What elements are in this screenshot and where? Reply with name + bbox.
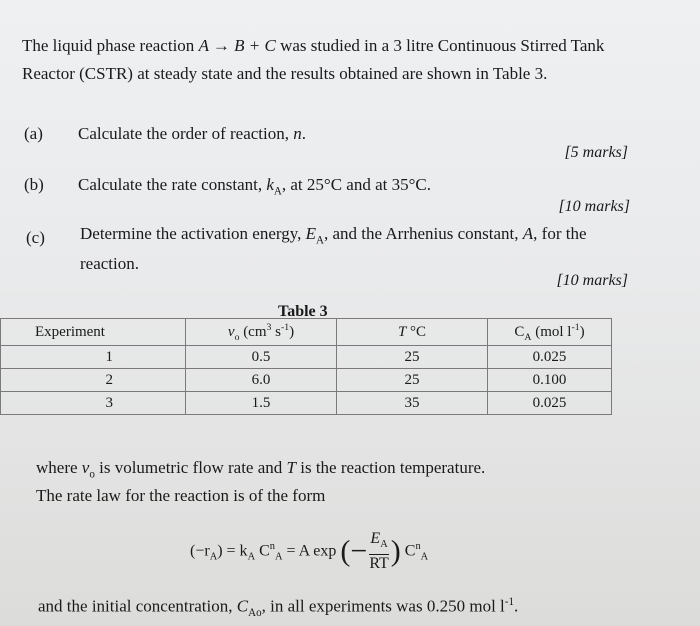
conc-symbol: C bbox=[514, 323, 525, 340]
cell-flow-rate: 1.5 bbox=[186, 392, 337, 415]
formula-sub: A bbox=[247, 551, 256, 563]
formula-fraction bbox=[369, 530, 388, 573]
flow-symbol: v bbox=[81, 458, 90, 477]
question-c-body: , and the Arrhenius constant, bbox=[324, 224, 523, 243]
formula-paren: ) bbox=[390, 534, 401, 568]
formula-part: E bbox=[370, 530, 381, 547]
notes-line-2: The rate law for the reaction is of the form bbox=[36, 486, 326, 505]
final-line bbox=[38, 596, 518, 619]
question-c-marks: [10 marks] bbox=[556, 272, 628, 289]
final-text: , in all experiments was 0.250 mol l bbox=[261, 596, 505, 616]
initial-conc-symbol: C bbox=[236, 596, 249, 616]
question-c-text-line-1 bbox=[80, 224, 587, 246]
cell-flow-rate: 6.0 bbox=[186, 369, 337, 392]
activation-energy-subscript: A bbox=[316, 234, 325, 247]
rate-constant-subscript: A bbox=[273, 185, 282, 198]
question-c-body: Determine the activation energy, bbox=[80, 224, 306, 243]
flow-symbol: v bbox=[227, 323, 235, 340]
table-row bbox=[1, 369, 612, 392]
notes-text: is volumetric flow rate and bbox=[94, 458, 287, 477]
cell-temperature: 25 bbox=[337, 369, 488, 392]
initial-conc-subscript: Ao bbox=[248, 607, 262, 620]
question-a-marks: [5 marks] bbox=[564, 144, 628, 161]
formula-part: C bbox=[404, 542, 416, 560]
intro-line-2: Reactor (CSTR) at steady state and the results obtained are shown in Table 3. bbox=[22, 64, 548, 83]
formula-sup: n bbox=[269, 540, 275, 552]
conc-subscript: A bbox=[524, 331, 532, 343]
temp-symbol: T bbox=[286, 458, 296, 477]
header-experiment bbox=[1, 319, 186, 346]
question-b-marks: [10 marks] bbox=[558, 198, 630, 215]
final-end: . bbox=[513, 596, 519, 616]
formula-part: = A exp bbox=[286, 542, 337, 560]
flow-unit: (cm bbox=[239, 323, 267, 340]
flow-unit-exp: -1 bbox=[280, 321, 290, 333]
temp-unit: °C bbox=[406, 323, 427, 340]
data-table bbox=[0, 318, 612, 415]
intro-text: was studied in a 3 litre Continuous Stirred Tank bbox=[275, 36, 605, 55]
reaction-equation: A → B + C bbox=[198, 36, 276, 55]
conc-unit-exp: -1 bbox=[571, 321, 580, 333]
notes-text: is the reaction temperature. bbox=[296, 458, 486, 477]
formula-sub: A bbox=[274, 551, 283, 563]
formula-numerator bbox=[369, 530, 388, 555]
table-title: Table 3 bbox=[278, 303, 328, 320]
cell-concentration: 0.100 bbox=[488, 369, 612, 392]
activation-energy-variable: E bbox=[305, 224, 317, 243]
final-text: and the initial concentration, bbox=[38, 596, 237, 616]
formula-part: (−r bbox=[190, 542, 210, 560]
question-a-label: (a) bbox=[24, 124, 43, 143]
formula-sub: A bbox=[420, 551, 429, 563]
formula-part: C bbox=[259, 542, 270, 560]
header-experiment-text: Experiment bbox=[35, 323, 105, 340]
question-a-text bbox=[78, 124, 306, 144]
order-variable: n bbox=[293, 124, 302, 143]
conc-unit: (mol l bbox=[531, 323, 572, 340]
question-a-end: . bbox=[301, 124, 306, 143]
unit-exponent: -1 bbox=[504, 596, 514, 608]
intro-line-1 bbox=[22, 36, 604, 56]
flow-unit: s bbox=[271, 323, 281, 340]
cell-experiment: 3 bbox=[1, 392, 186, 415]
temp-symbol: T bbox=[397, 323, 407, 340]
formula-sub: A bbox=[209, 551, 218, 563]
cell-experiment: 2 bbox=[1, 369, 186, 392]
header-flow-rate bbox=[186, 319, 337, 346]
cell-experiment: 1 bbox=[1, 346, 186, 369]
formula-paren: (− bbox=[340, 534, 368, 568]
question-c-body: , for the bbox=[533, 224, 587, 243]
table-row bbox=[1, 392, 612, 415]
formula-part: ) = k bbox=[217, 542, 248, 560]
rate-constant-variable: k bbox=[266, 175, 274, 194]
flow-subscript: o bbox=[234, 331, 240, 343]
question-a-body: Calculate the order of reaction, bbox=[78, 124, 294, 143]
cell-temperature: 35 bbox=[337, 392, 488, 415]
cell-temperature: 25 bbox=[337, 346, 488, 369]
conc-unit-close: ) bbox=[579, 323, 585, 340]
cell-concentration: 0.025 bbox=[488, 392, 612, 415]
table-row bbox=[1, 346, 612, 369]
question-c-label: (c) bbox=[26, 228, 45, 247]
intro-text: The liquid phase reaction bbox=[22, 36, 199, 55]
flow-subscript: o bbox=[89, 468, 95, 481]
formula-sup: n bbox=[415, 540, 421, 552]
flow-unit-exp: 3 bbox=[266, 321, 272, 333]
question-b-text bbox=[78, 175, 431, 197]
formula-denominator: RT bbox=[369, 555, 389, 573]
question-b-body: Calculate the rate constant, bbox=[78, 175, 267, 194]
cell-concentration: 0.025 bbox=[488, 346, 612, 369]
question-c-text-line-2: reaction. bbox=[80, 254, 139, 273]
header-concentration bbox=[488, 319, 612, 346]
formula-sub: A bbox=[380, 539, 388, 551]
flow-unit-close: ) bbox=[289, 323, 295, 340]
header-temperature bbox=[337, 319, 488, 346]
question-b-end: , at 25°C and at 35°C. bbox=[281, 175, 431, 194]
question-b-label: (b) bbox=[24, 175, 44, 194]
arrhenius-variable: A bbox=[522, 224, 534, 243]
table-header-row bbox=[1, 319, 612, 346]
cell-flow-rate: 0.5 bbox=[186, 346, 337, 369]
rate-law-formula bbox=[190, 530, 428, 573]
notes-text: where bbox=[36, 458, 82, 477]
notes-line-1 bbox=[36, 458, 485, 480]
